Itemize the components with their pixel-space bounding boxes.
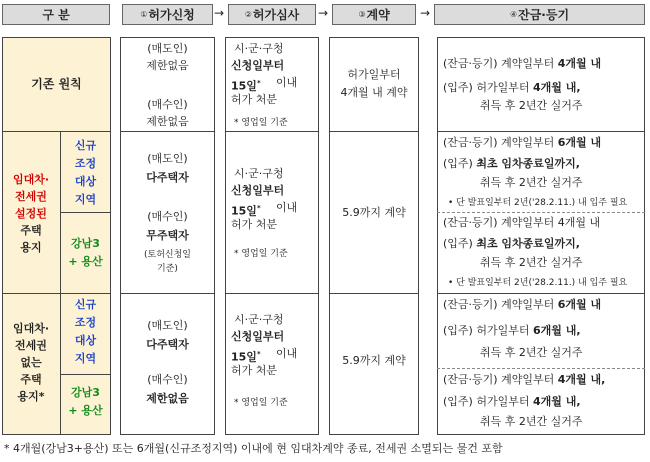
header-review: ② 허가심사: [228, 4, 316, 25]
arrow-1: →: [214, 6, 225, 20]
header-category: 구 분: [2, 4, 110, 25]
arrow-3: →: [420, 6, 431, 20]
row-nolease-contract: 5.9까지 계약: [342, 354, 406, 367]
header-contract: ③ 계약: [332, 4, 416, 25]
footnote: * 4개월(강남3+용산) 또는 6개월(신규조정지역) 이내에 현 임대차계약 종료, 전세권 소멸되는 물건 포함: [4, 442, 503, 455]
row-general-label: 기존 원칙: [31, 77, 82, 91]
row-lease-contract: 5.9까지 계약: [342, 206, 406, 219]
arrow-2: →: [318, 6, 329, 20]
header-settle: ④ 잔금·등기: [434, 4, 645, 25]
header-apply: ① 허가신청: [122, 4, 213, 25]
